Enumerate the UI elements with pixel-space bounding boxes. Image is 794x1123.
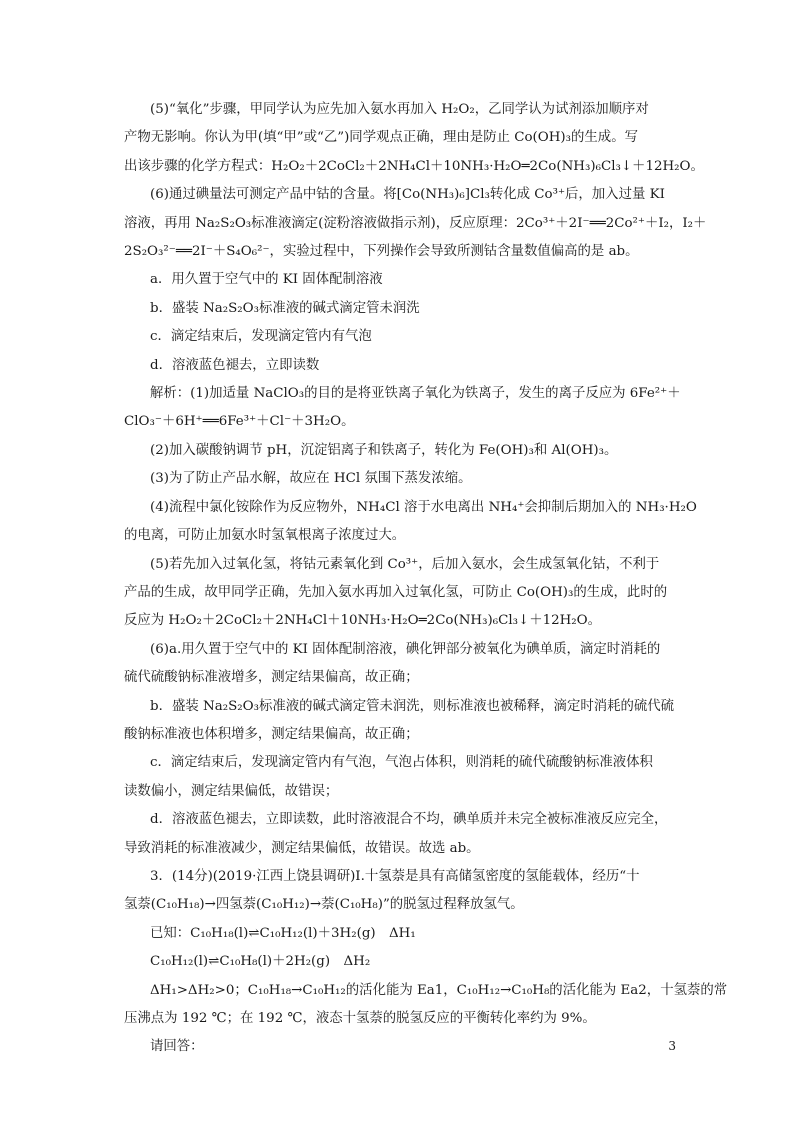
question-3-line-2: 氢萘(C₁₀H₁₈)→四氢萘(C₁₀H₁₂)→萘(C₁₀H₈)”的脱氢过程释放氢气。 [124, 897, 524, 913]
analysis-3: (3)为了防止产品水解，故应在 HCl 氛围下蒸发浓缩。 [150, 471, 472, 487]
question-3-line-5: ΔH₁>ΔH₂>0；C₁₀H₁₈→C₁₀H₁₂的活化能为 Ea1，C₁₀H₁₂→C₁₀H₈的活化能为 Ea2，十氢萘的常 [150, 982, 728, 998]
equation-1: 已知：C₁₀H₁₈(l)⇌C₁₀H₁₂(l)＋3H₂(g) ΔH₁ [150, 925, 416, 941]
analysis-6a-line-2: 硫代硫酸钠标准液增多，测定结果偏高，故正确； [124, 670, 419, 686]
analysis-5-line-1: (5)若先加入过氧化氢，将钴元素氧化到 Co³⁺，后加入氨水，会生成氢氧化钴，不利于 [150, 556, 660, 572]
question-6-line-1: (6)通过碘量法可测定产品中钴的含量。将[Co(NH₃)₆]Cl₃转化成 Co³⁺后，加入过量 KI [150, 187, 665, 203]
analysis-5-line-3: 反应为 H₂O₂＋2CoCl₂＋2NH₄Cl＋10NH₃·H₂O═2Co(NH₃)₆Cl₃↓＋12H₂O。 [124, 613, 602, 629]
option-b: b．盛装 Na₂S₂O₃标准液的碱式滴定管未润洗 [150, 300, 420, 316]
analysis-4-line-2: 的电离，可防止加氨水时氢氧根离子浓度过大。 [124, 528, 406, 544]
analysis-1-line-2: ClO₃⁻＋6H⁺══6Fe³⁺＋Cl⁻＋3H₂O。 [124, 414, 355, 430]
analysis-6d-line-2: 导致消耗的标准液减少，测定结果偏低，故错误。故选 ab。 [124, 840, 480, 856]
analysis-4-line-1: (4)流程中氯化铵除作为反应物外，NH₄Cl 溶于水电离出 NH₄⁺会抑制后期加入的 NH₃·H₂O [150, 499, 697, 515]
question-3-line-6: 压沸点为 192 ℃；在 192 ℃，液态十氢萘的脱氢反应的平衡转化率约为 9%。 [124, 1011, 596, 1026]
analysis-6d-line-1: d．溶液蓝色褪去，立即读数，此时溶液混合不均，碘单质并未完全被标准液反应完全， [150, 812, 668, 828]
analysis-6a-line-1: (6)a.用久置于空气中的 KI 固体配制溶液，碘化钾部分被氧化为碘单质，滴定时消耗的 [150, 641, 661, 657]
analysis-6c-line-1: c．滴定结束后，发现滴定管内有气泡，气泡占体积，则消耗的硫代硫酸钠标准液体积 [150, 755, 653, 771]
question-3-line-1: 3．(14分)(2019·江西上饶县调研)Ⅰ.十氢萘是具有高储氢密度的氢能载体，经历“十 [150, 868, 640, 884]
analysis-6b-line-2: 酸钠标准液也体积增多，测定结果偏高，故正确； [124, 726, 419, 742]
analysis-6b-line-1: b．盛装 Na₂S₂O₃标准液的碱式滴定管未润洗，则标准液也被稀释，滴定时消耗的硫代硫 [150, 698, 675, 714]
page-number: 3 [668, 1039, 676, 1053]
option-a: a．用久置于空气中的 KI 固体配制溶液 [150, 272, 383, 288]
question-5-line-2: 产物无影响。你认为甲(填“甲”或“乙”)同学观点正确，理由是防止 Co(OH)₃的生成。写 [124, 130, 638, 146]
option-d: d．溶液蓝色褪去，立即读数 [150, 357, 320, 373]
please-answer: 请回答： [150, 1039, 204, 1055]
page-body [124, 96, 728, 1062]
question-5-line-3: 出该步骤的化学方程式：H₂O₂＋2CoCl₂＋2NH₄Cl＋10NH₃·H₂O═2Co(NH₃)₆Cl₃↓＋12H₂O。 [124, 158, 704, 174]
question-5-line-1: (5)“氧化”步骤，甲同学认为应先加入氨水再加入 H₂O₂，乙同学认为试剂添加顺序对 [150, 102, 649, 117]
analysis-2: (2)加入碳酸钠调节 pH，沉淀铝离子和铁离子，转化为 Fe(OH)₃和 Al(OH)₃。 [150, 442, 618, 458]
analysis-6c-line-2: 读数偏小，测定结果偏低，故错误； [124, 783, 339, 799]
analysis-5-line-2: 产品的生成，故甲同学正确，先加入氨水再加入过氧化氢，可防止 Co(OH)₃的生成，此时的 [124, 584, 668, 600]
option-c: c．滴定结束后，发现滴定管内有气泡 [150, 329, 372, 345]
equation-2: C₁₀H₁₂(l)⇌C₁₀H₈(l)＋2H₂(g) ΔH₂ [150, 954, 371, 970]
analysis-1-line-1: 解析：(1)加适量 NaClO₃的目的是将亚铁离子氧化为铁离子，发生的离子反应为 6Fe²⁺＋ [150, 386, 681, 402]
question-6-line-3: 2S₂O₃²⁻══2I⁻＋S₄O₆²⁻，实验过程中，下列操作会导致所测钴含量数值偏高的是 ab。 [124, 244, 639, 260]
question-6-line-2: 溶液，再用 Na₂S₂O₃标准液滴定(淀粉溶液做指示剂)，反应原理：2Co³⁺＋2I⁻══2Co²⁺＋I₂，I₂＋ [124, 215, 707, 231]
